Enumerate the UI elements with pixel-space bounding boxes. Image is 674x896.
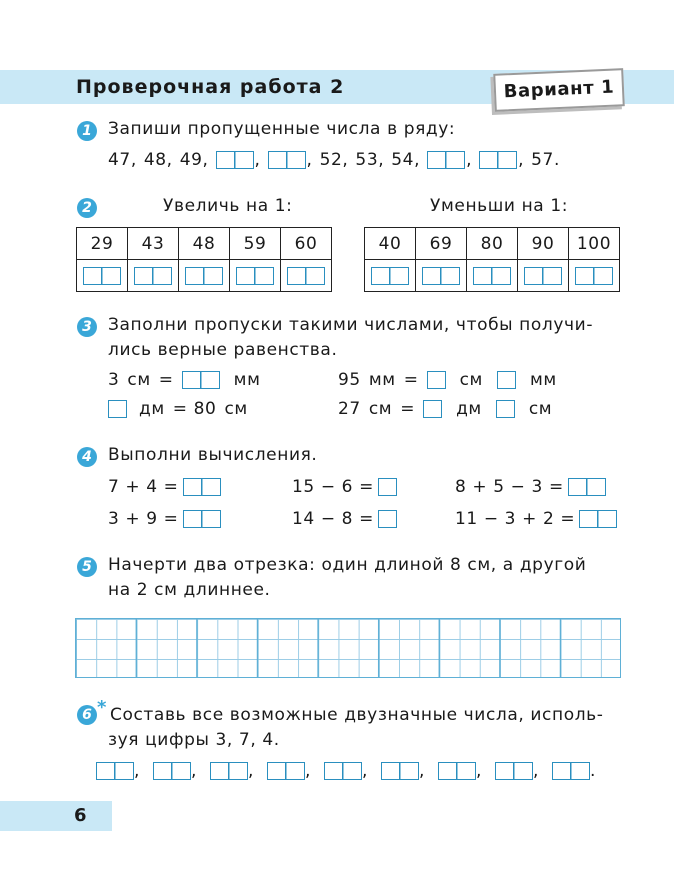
answer-box[interactable] [552,762,590,780]
answer-box[interactable] [183,478,221,496]
answer-box[interactable] [210,762,248,780]
task-6-instruction-line1: Составь все возможные двузначные числа, исполь- [110,705,604,725]
task-4-number-icon: 4 [77,447,97,467]
unit: см [127,370,151,390]
seq-item: 52, [319,150,349,170]
expression: 3 + 9 = [108,509,179,529]
page-title: Проверочная работа 2 [76,76,345,98]
answer-box[interactable] [423,400,442,418]
task-2-left-label: Увеличь на 1: [163,196,293,216]
answer-cell[interactable] [179,260,230,292]
star-icon: * [97,697,108,718]
seq-comma: , [254,150,261,170]
unit: см [368,399,393,419]
answer-cell[interactable] [569,260,620,292]
seq-comma: , [518,150,525,170]
seq-item: 47, [108,150,137,170]
increase-table [76,227,332,292]
task-3-instruction-line2: лись верные равенства. [108,340,338,360]
answer-box[interactable] [183,510,221,528]
task-3-number-icon: 3 [77,317,97,337]
answer-box[interactable] [427,371,446,389]
answer-box[interactable] [479,151,517,169]
answer-box[interactable] [134,267,172,285]
expression: 14 − 8 = [292,509,374,529]
comma: , [305,761,312,781]
answer-box[interactable] [496,400,515,418]
seq-item: 48, [143,150,173,170]
expression: 11 − 3 + 2 = [455,509,576,529]
equation-1 [108,370,261,390]
task-2-right-label: Уменьши на 1: [430,196,569,216]
answer-box[interactable] [427,151,465,169]
task-6-instruction-line2: зуя цифры 3, 7, 4. [108,730,280,750]
unit: мм [368,370,396,390]
unit: мм [233,370,261,390]
task-2-number-icon: 2 [77,198,97,218]
answer-box[interactable] [497,371,516,389]
decrease-table [364,227,620,292]
answer-box[interactable] [287,267,325,285]
exercise-6 [455,509,617,529]
seq-item: 57. [531,150,560,170]
answer-box[interactable] [378,510,397,528]
task-3-instruction-line1: Заполни пропуски такими числами, чтобы получи- [108,315,594,335]
answer-box[interactable] [268,151,306,169]
answer-cell[interactable] [416,260,467,292]
answer-box[interactable] [216,151,254,169]
expression: 15 − 6 = [292,477,374,497]
answer-box[interactable] [371,267,409,285]
task-6-answers [96,761,596,781]
answer-cell[interactable] [230,260,281,292]
answer-box[interactable] [182,371,220,389]
answer-box[interactable] [185,267,223,285]
seq-item: 54, [391,150,421,170]
task-5-instruction-line1: Начерти два отрезка: один длиной 8 см, а другой [108,555,587,575]
answer-cell[interactable] [365,260,416,292]
answer-box[interactable] [108,400,127,418]
task-1-sequence [108,150,560,170]
answer-box[interactable] [96,762,134,780]
exercise-5 [292,509,397,529]
table-cell: 90 [518,228,569,260]
equals: = [403,370,419,390]
table-cell: 43 [128,228,179,260]
answer-box[interactable] [381,762,419,780]
answer-box[interactable] [422,267,460,285]
answer-box[interactable] [579,510,617,528]
answer-box[interactable] [524,267,562,285]
answer-box[interactable] [236,267,274,285]
answer-box[interactable] [267,762,305,780]
exercise-1 [108,477,221,497]
answer-cell[interactable] [281,260,332,292]
equals: = 80 [172,399,217,419]
unit: мм [529,370,557,390]
unit: см [459,370,483,390]
answer-box[interactable] [153,762,191,780]
answer-box[interactable] [438,762,476,780]
equals: = [158,370,174,390]
task-5-number-icon: 5 [77,557,97,577]
exercise-4 [108,509,221,529]
unit: см [224,399,248,419]
answer-cell[interactable] [518,260,569,292]
task-1-number-icon: 1 [77,121,97,141]
value: 3 [108,370,120,390]
table-cell: 100 [569,228,620,260]
task-4-instruction: Выполни вычисления. [108,445,318,465]
table-cell: 80 [467,228,518,260]
seq-item: 53, [355,150,385,170]
period: . [590,761,597,781]
seq-comma: , [306,150,313,170]
answer-cell[interactable] [467,260,518,292]
seq-comma: , [466,150,473,170]
task-6-number-icon: 6 [77,705,97,725]
value: 27 [338,399,361,419]
answer-box[interactable] [568,478,606,496]
value: 95 [338,370,361,390]
unit: дм [456,399,482,419]
answer-box[interactable] [473,267,511,285]
answer-box[interactable] [575,267,613,285]
expression: 8 + 5 − 3 = [455,477,564,497]
answer-cell[interactable] [128,260,179,292]
comma: , [419,761,426,781]
exercise-3 [455,477,606,497]
footer-band [0,801,112,831]
unit: дм [139,399,165,419]
equation-2 [338,370,557,390]
seq-item: 49, [179,150,209,170]
comma: , [248,761,255,781]
task-1-instruction: Запиши пропущенные числа в ряду: [108,119,456,139]
task-5-instruction-line2: на 2 см длиннее. [108,580,271,600]
answer-cell[interactable] [77,260,128,292]
comma: , [134,761,141,781]
comma: , [362,761,369,781]
equation-4 [338,399,552,419]
table-cell: 60 [281,228,332,260]
exercise-2 [292,477,397,497]
drawing-grid-lines [75,618,621,678]
comma: , [476,761,483,781]
table-cell: 40 [365,228,416,260]
comma: , [533,761,540,781]
unit: см [528,399,553,419]
answer-box[interactable] [495,762,533,780]
variant-badge: Вариант 1 [493,68,625,112]
answer-box[interactable] [378,478,397,496]
table-cell: 59 [230,228,281,260]
comma: , [191,761,198,781]
table-cell: 69 [416,228,467,260]
equals: = [400,399,416,419]
answer-box[interactable] [324,762,362,780]
table-cell: 29 [77,228,128,260]
expression: 7 + 4 = [108,477,179,497]
equation-3 [108,399,248,419]
table-cell: 48 [179,228,230,260]
page-number: 6 [74,805,88,826]
answer-box[interactable] [83,267,121,285]
